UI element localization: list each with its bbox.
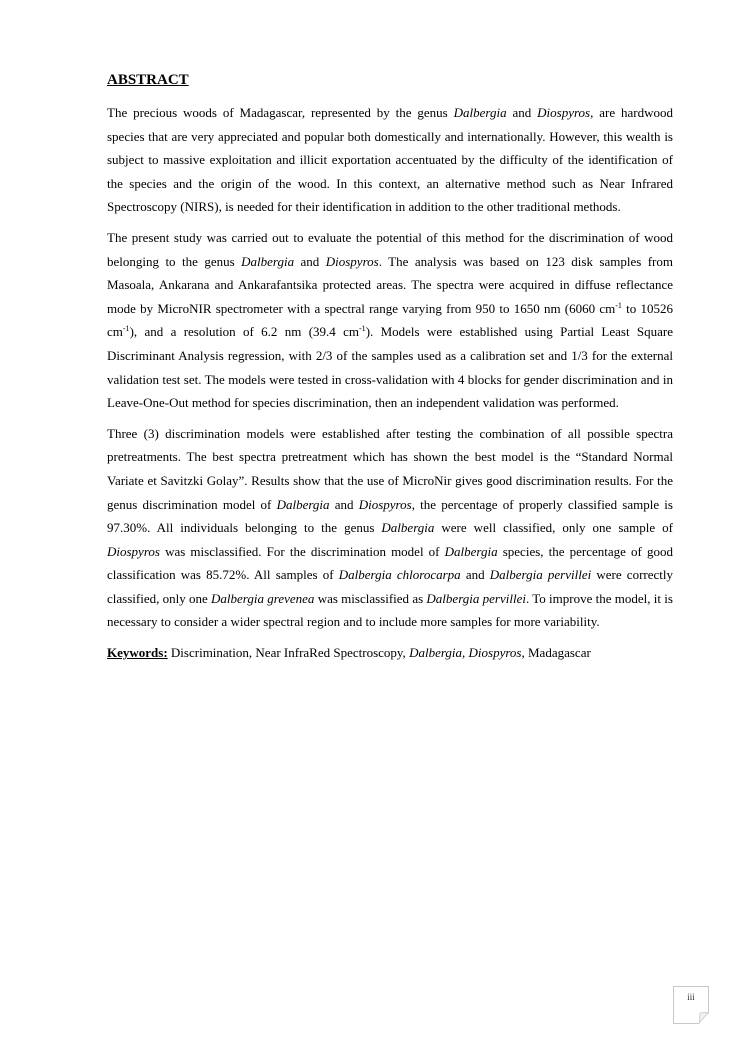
italic-term: Dalbergia [276,496,330,512]
text-run: species, the percentage of good classification was 85.72%. All samples of [107,543,673,583]
abstract-paragraph [107,226,673,415]
superscript: -1 [615,300,622,310]
abstract-paragraph [107,422,673,634]
italic-term: Dalbergia [241,253,295,269]
page-corner-fold-icon [699,1012,709,1023]
italic-term: Diospyros [107,543,160,559]
italic-term: Dalbergia grevenea [211,590,315,606]
text-run: . The analysis was based on 123 disk samples from Masoala, Ankarana and Ankarafantsika protected areas. The spectra were acquired in diffuse reflectance mode by MicroNIR spectrometer with a spectral range varying from 950 to 1650 nm (6060 cm [107,253,673,316]
text-run: Discrimination, Near InfraRed Spectroscopy, [167,645,410,661]
text-run: , Madagascar [521,645,591,661]
keywords-line [107,641,673,665]
italic-term: Dalbergia pervillei [489,567,592,583]
text-run: was misclassified as [314,590,427,606]
text-run: and [294,253,326,269]
text-run: and [460,567,490,583]
text-run: to 10526 cm [107,300,673,340]
text-run: The precious woods of Madagascar, represented by the genus [107,105,454,120]
superscript: -1 [122,324,130,334]
text-run: Three (3) discrimination models were established after testing the combination of all possible spectra pretreatments. The best spectra pretreatment which has shown the best model is the “Standard Normal Variate et Savitzki Golay”. Results show that the use of MicroNir gives good discrimination results. For the genus discrimination model of [107,425,673,512]
page-number: iii [687,992,695,1002]
italic-term: Diospyros [325,253,379,269]
text-run: ). Models were established using Partial Least Square Discriminant Analysis regression, with 2/3 of the samples used as a calibration set and 1/3 for the external validation test set. The models were tested in cross-validation with 4 blocks for gender discrimination and in Leave-One-Out method for species discrimination, then an independent validation was performed. [107,324,673,411]
keywords-values [168,645,591,660]
italic-term: Dalbergia [444,543,498,559]
text-run: The present study was carried out to evaluate the potential of this method for the discrimination of wood belonging to the genus [107,229,673,269]
abstract-paragraph [107,101,673,219]
text-run: was misclassified. For the discrimination model of [159,543,445,559]
italic-term: Dalbergia [381,520,435,536]
abstract-heading: ABSTRACT [107,72,189,88]
keywords-label: Keywords: [107,645,168,661]
abstract-body [107,101,673,634]
text-run: . To improve the model, it is necessary to consider a wider spectral region and to include more samples for more variability. [107,590,673,630]
text-run: , the percentage of properly classified sample is 97.30%. All individuals belonging to the genus [107,496,673,536]
text-run: were correctly classified, only one [107,567,673,606]
italic-term: Diospyros [358,496,412,512]
abstract-section [107,68,673,665]
italic-term: Dalbergia, Diospyros [409,645,522,661]
italic-term: Diospyros [537,105,591,120]
text-run: ), and a resolution of 6.2 nm (39.4 cm [129,324,360,340]
text-run: and [329,496,359,512]
italic-term: Dalbergia chlorocarpa [338,567,461,583]
italic-term: Dalbergia [453,105,507,120]
italic-term: Dalbergia pervillei [426,590,526,606]
text-run: and [506,105,538,120]
text-run: were well classified, only one sample of [434,520,674,536]
text-run: , are hardwood species that are very appreciated and popular both domestically and internationally. However, this wealth is subject to massive exploitation and illicit exportation accentuated by the difficulty of the identification of the species and the origin of the wood. In this context, an alternative method such as Near Infrared Spectroscopy (NIRS), is needed for their identification in addition to the other traditional methods. [107,105,673,215]
superscript: -1 [359,324,366,334]
